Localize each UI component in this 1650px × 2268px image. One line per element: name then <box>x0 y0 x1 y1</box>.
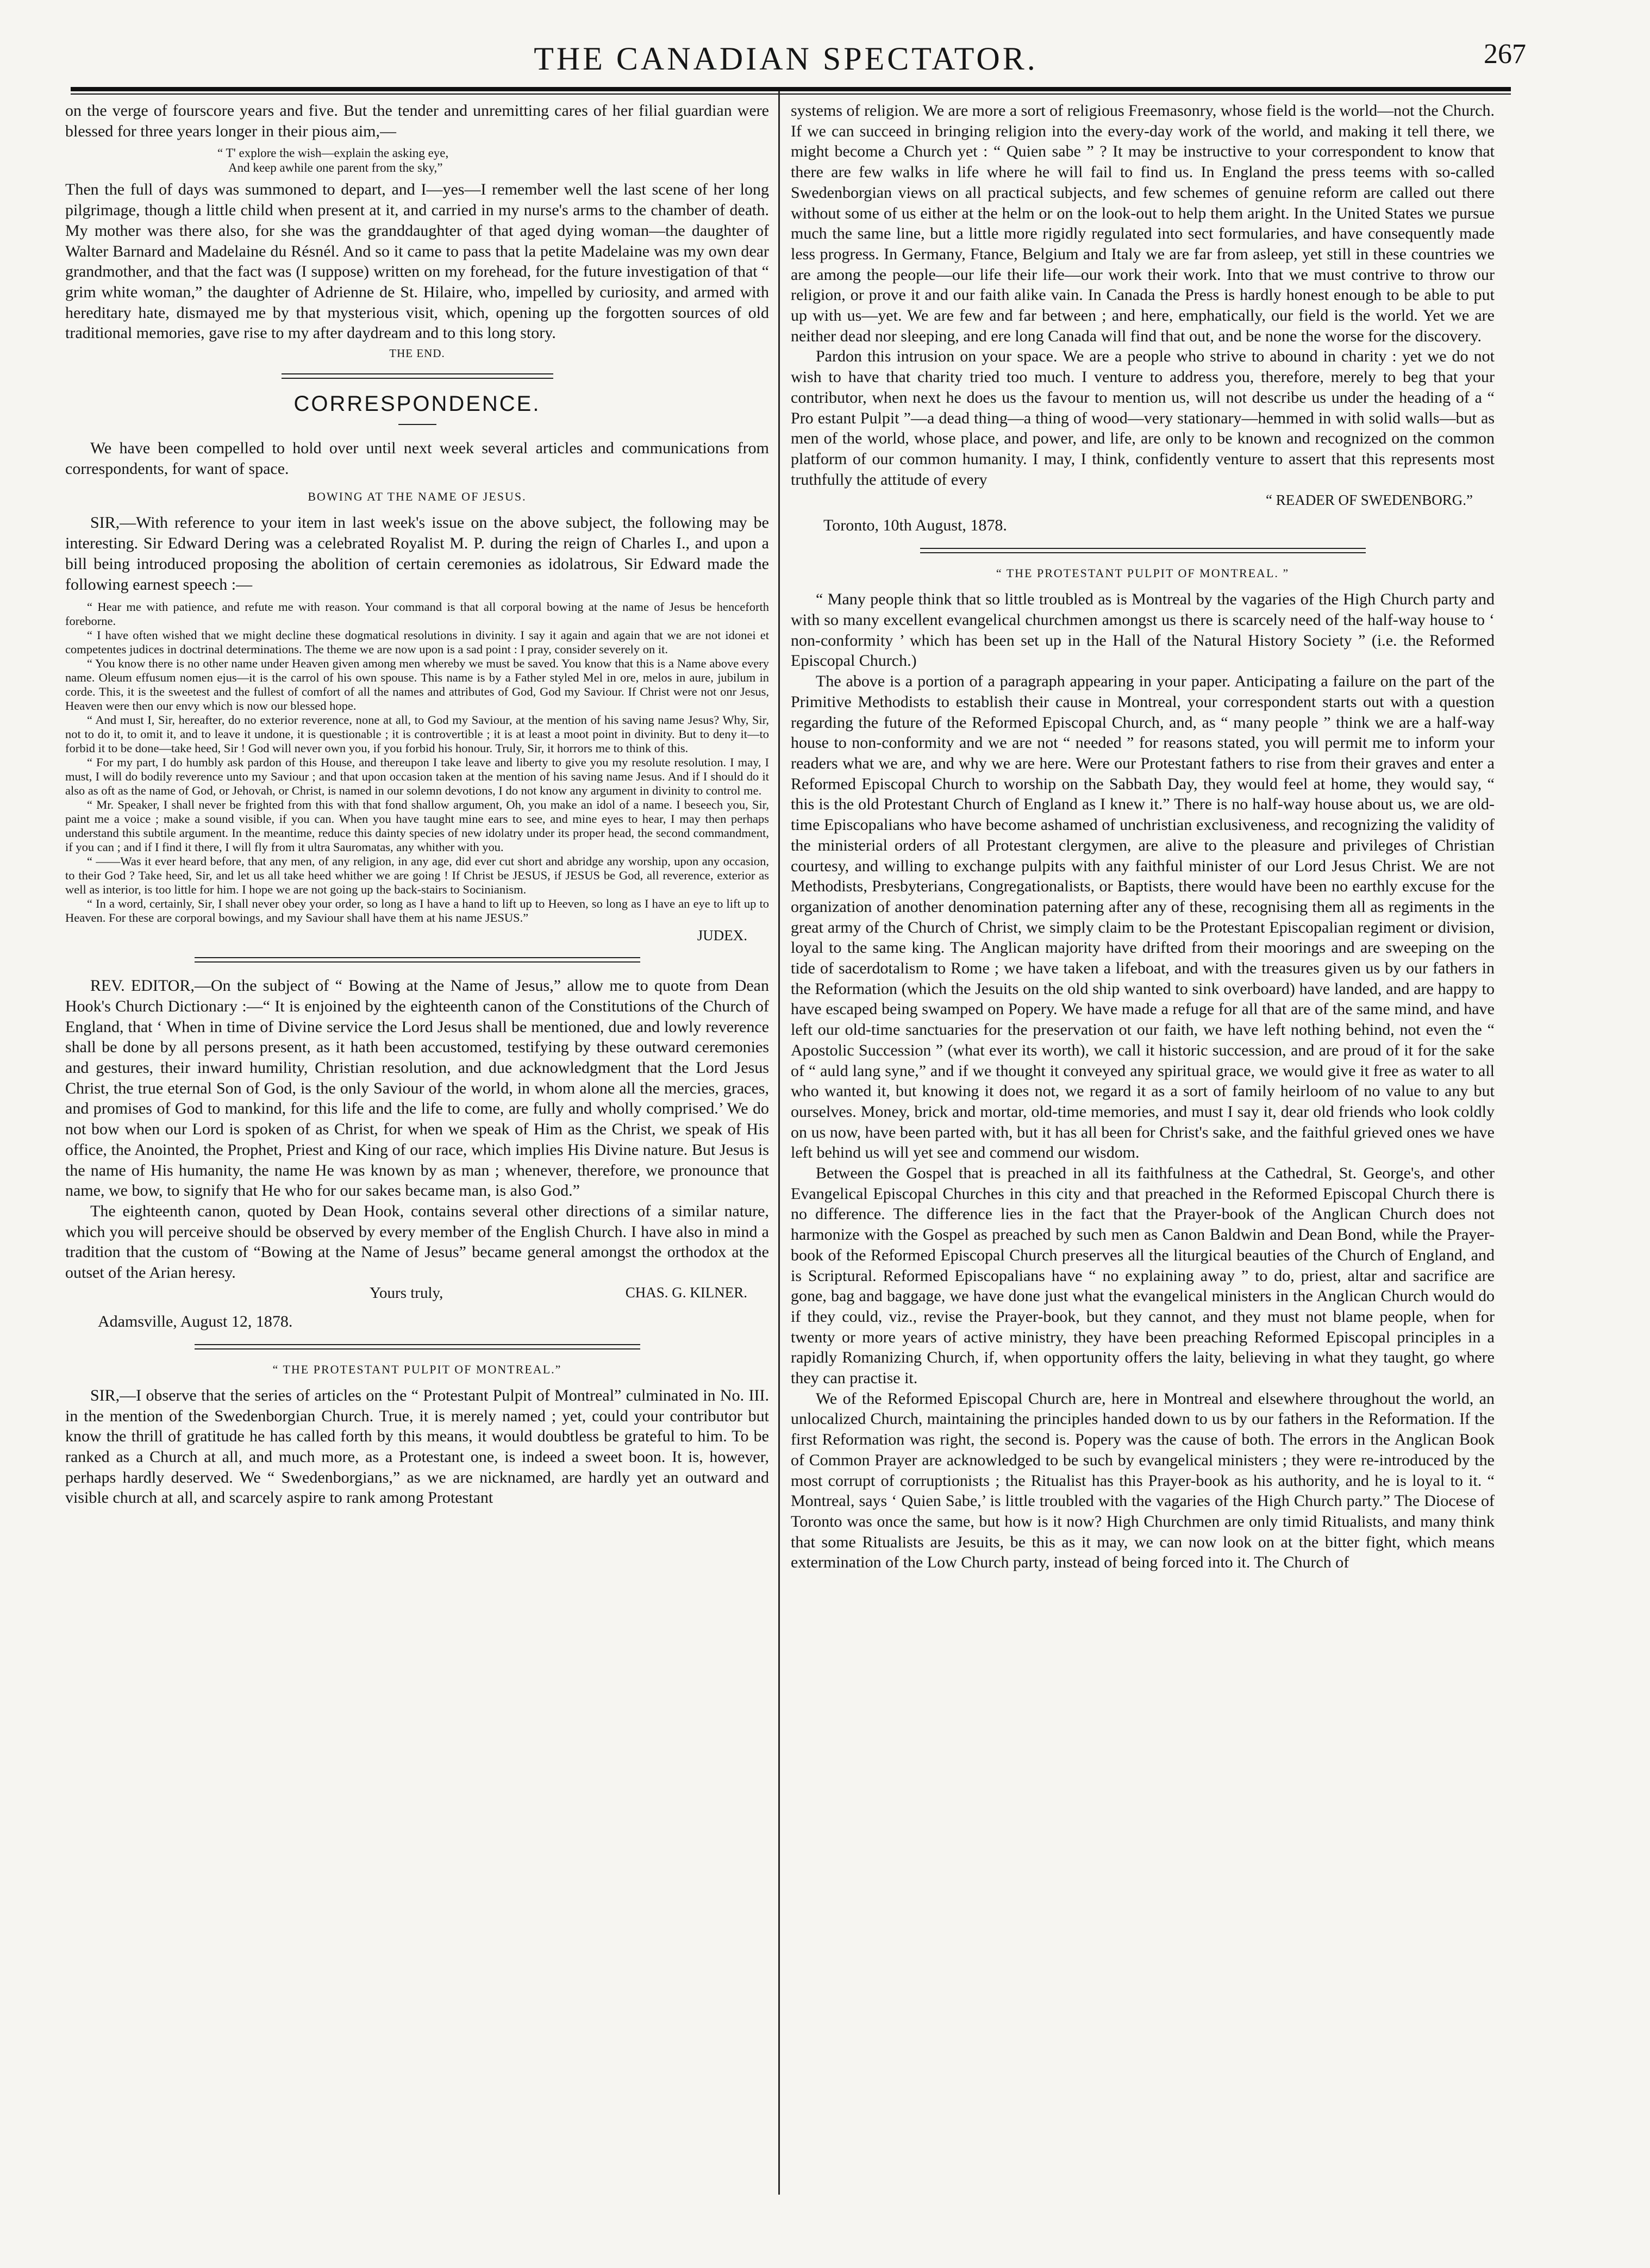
speech-paragraph: “ And must I, Sir, hereafter, do no exterior reverence, none at all, to God my Saviour, at the mention of his saving name Jesus? Why, Sir, not to do it, to omit it, and to leave it undone, it is questionable ; it is controvertible ; it is at least a moot point in divinity. But to deny it—to forbid it to be done—take heed, Sir ! God will never own you, if you forbid his honour. Truly, Sir, it horrors me to think of this. <box>65 713 769 755</box>
masthead <box>52 35 1526 85</box>
letter-paragraph: systems of religion. We are more a sort of religious Freemasonry, whose field is the world—not the Church. If we can succeed in bringing religion into the every-day work of the world, and making it tell there, we might become a Church yet : “ Quien sabe ” ? It may be instructive to your correspondent to know that there are few walks in life where he will fail to find us. In England the press teems with so-called Swedenborgian views on all practical subjects, and few schemes of genuine reform are called out there without some of us either at the helm or on the look-out to help them aright. In the United States we pursue much the same line, but a little more rigidly regulated into sect formularies, and have consequently made less progress. In Germany, Ftance, Belgium and Italy we are far from asleep, yet still in these countries we are among the people—our life their life—our work their work. Into that we must contrive to throw our religion, or prove it and our faith alike vain. In Canada the Press is hardly honest enough to be able to put up with us—yet. We are few and far between ; and here, emphatically, our field is the world. Yet we are neither dead nor sleeping, and ere long Canada will find that out, and be none the worse for the discovery. <box>791 102 1495 345</box>
right-column <box>791 101 1495 2177</box>
page-number: 267 <box>1484 39 1526 70</box>
column-divider <box>778 91 780 2195</box>
speech-paragraph: “ You know there is no other name under Heaven given among men whereby we must be saved. You know that this is a Name above every name. Oleum effusum nomen ejus—it is the carrol of his own spouse. This name is by a Father styled Mel in ore, melos in aure, jubilum in corde. This, it is the sweetest and the fullest of comfort of all the names and attributes of God, God my Saviour. If Christ were not onr Jesus, Heaven were then our envy which is now our blessed hope. <box>65 657 769 713</box>
speech-paragraph: “ Hear me with patience, and refute me with reason. Your command is that all corporal bowing at the name of Jesus be henceforth foreborne. <box>65 600 769 628</box>
editor-note: We have been compelled to hold over until next week several articles and communications from correspondents, for want of space. <box>65 439 769 478</box>
signoff <box>65 1283 769 1305</box>
letter-paragraph: SIR,—I observe that the series of articles on the “ Protestant Pulpit of Montreal” culminated in No. III. in the mention of the Swedenborgian Church. True, it is merely named ; yet, could your contributor but know the thrill of gratitude he has called forth by this means, it would doubtless be grateful to him. To be ranked as a Church at all, and much more, as a Protestant one, is indeed a sweet boon. It is, however, perhaps hardly deserved. We “ Swedenborgians,” as we are nicknamed, are hardly yet an outward and visible church at all, and scarcely aspire to rank among Protestant <box>65 1386 769 1507</box>
section-heading: CORRESPONDENCE. <box>293 392 541 416</box>
header-rule-thin <box>71 93 1511 95</box>
verse-line: And keep awhile one parent from the sky,” <box>228 161 443 175</box>
header-rule <box>71 87 1511 91</box>
verse-quote <box>217 146 769 175</box>
section-rule <box>195 957 640 963</box>
story-paragraph: Then the full of days was summoned to depart, and I—yes—I remember well the last scene of her long pilgrimage, though a little child when present at it, and carried in my nurse's arms to the chamber of death. My mother was there also, for she was the granddaughter of that aged dying woman—the daughter of Walter Barnard and Madelaine du Résnél. And so it came to pass that la petite Madelaine was my own dear grandmother, and that the fact was (I suppose) written on my forehead, for the future investigation of that “ grim white woman,” the daughter of Adrienne de St. Hilaire, who, impelled by curiosity, and armed with hereditary hate, dismayed me by that mysterious visit, which, opening up the forgotten sources of old traditional memories, gave rise to my after daydream and to this long story. <box>65 180 769 342</box>
verse-line: “ T' explore the wish—explain the asking eye, <box>217 146 449 160</box>
letter-paragraph: “ Many people think that so little troubled as is Montreal by the vagaries of the High Church party and with so many excellent evangelical churchmen amongst us there is scarcely need of the half-way house to ‘ non-conformity ’ which has been set up in the Hall of the Natural History Society ” (i.e. the Reformed Episcopal Church.) <box>791 590 1495 670</box>
signature: “ READER OF SWEDENBORG.” <box>1266 492 1473 509</box>
letter-heading: “ THE PROTESTANT PULPIT OF MONTREAL. ” <box>996 566 1290 580</box>
letter-paragraph: The eighteenth canon, quoted by Dean Hook, contains several other directions of a similar nature, which you will perceive should be observed by every member of the English Church. I have also in mind a tradition that the custom of “Bowing at the Name of Jesus” became general amongst the orthodox at the outset of the Arian heresy. <box>65 1202 769 1282</box>
letter-paragraph: The above is a portion of a paragraph appearing in your paper. Anticipating a failure on the part of the Primitive Methodists to establish their cause in Montreal, your correspondent starts out with a question regarding the future of the Reformed Episcopal Church, and, as “ many people ” think we are a half-way house to non-conformity and we are not “ needed ” for reasons stated, you will permit me to inform your readers what we are, and why we are here. Were our Protestant fathers to rise from their graves and enter a Reformed Episcopal Church to worship on the Sabbath Day, they would feel at home, they would say, “ this is the old Protestant Church of England as I knew it.” There is no half-way house about us, we are old-time Episcopalians who have become ashamed of unchristian exclusiveness, and recognizing the validity of the ministerial orders of all Protestant clergymen, are alive to the pleasure and privileges of Christian courtesy, and willing to exchange pulpits with any faithful minister of our Lord Jesus Christ. We are not Methodists, Presbyterians, Congregationalists, or Baptists, there would have been no earthly excuse for the organization of another denomination paterning after any of these, recognising them all as regiments in the great army of the Church of Christ, we simply claim to be the Protestant Episcopalian regiment or division, loyal to the same king. The Anglican majority have drifted from their moorings and are sweeping on the tide of sacerdotalism to Rome ; we have taken a lifeboat, and with the treasures given us by our fathers in the Reformation (which the Jesuits on the old ship wanted to sink overboard) have landed, and are happy to have escaped being swamped on Popery. We have made a refuge for all that are of the same mind, and have left our old-time sanctuaries for the preservation ot our faith, we have left nothing behind, not even the “ Apostolic Succession ” (what ever its worth), we call it historic succession, and are proud of it for the sake of “ auld lang syne,” and if we thought it conveyed any spiritual grace, we would give it free as water to all who wanted it, but knowing it does not, we regard it as a sort of family heirloom of no value to any but ourselves. Money, brick and mortar, old-time memories, and must I say it, dear old friends who look coldly on us now, have been parted with, but it has all been for Christ's sake, and the faithful grieved ones we have left behind us will yet see and commend our wisdom. <box>791 672 1495 1162</box>
section-rule <box>195 1344 640 1349</box>
speech-paragraph: “ ——Was it ever heard before, that any men, of any religion, in any age, did ever cut short and abridge any worship, upon any occasion, to their God ? Take heed, Sir, and let us all take heed whither we are going ! If Christ be JESUS, if JESUS be God, all reverence, exterior as well as interior, is too little for him. I hope we are not going up the back-stairs to Socinianism. <box>65 854 769 897</box>
letter-heading: “ THE PROTESTANT PULPIT OF MONTREAL.” <box>272 1362 562 1376</box>
newspaper-title: THE CANADIAN SPECTATOR. <box>534 41 1038 77</box>
signature: CHAS. G. KILNER. <box>625 1284 747 1301</box>
heading-rule <box>398 424 436 425</box>
dateline: Toronto, 10th August, 1878. <box>823 516 1007 535</box>
speech-paragraph: “ In a word, certainly, Sir, I shall never obey your order, so long as I have a hand to lift up to Heeven, so long as I have an eye to lift up to Heaven. For these are corporal bowings, and my Saviour shall have them at his name JESUS.” <box>65 897 769 925</box>
letter-paragraph: REV. EDITOR,—On the subject of “ Bowing at the Name of Jesus,” allow me to quote from Dean Hook's Church Dictionary :—“ It is enjoined by the eighteenth canon of the Constitutions of the Church of England, that ‘ When in time of Divine service the Lord Jesus shall be mentioned, due and lowly reverence shall be done by all persons present, as it hath been accustomed, testifying by these outward ceremonies and gestures, their inward humility, Christian resolution, and due acknowledgment that the Lord Jesus Christ, the true eternal Son of God, is the only Saviour of the world, in whom alone all the mercies, graces, and promises of God to mankind, for this life and the life to come, are fully and wholly comprised.’ We do not bow when our Lord is spoken of as Christ, for when we speak of Him as the Christ, we speak of His office, the Anointed, the Prophet, Priest and King of our race, which implies His Divine nature. But Jesus is the name of His humanity, the name He was known by as man ; whenever, therefore, we pronounce that name, we bow, to signify that He who for our sakes became man, is also God.” <box>65 977 769 1200</box>
letter-paragraph: We of the Reformed Episcopal Church are, here in Montreal and elsewhere throughout the world, an unlocalized Church, maintaining the principles handed down to us by our fathers in the Reformation. If the first Reformation was right, the second is. Popery was the cause of both. The errors in the Anglican Book of Common Prayer are acknowledged to be such by evangelical ministers ; they were re-introduced by the most corrupt of corruptionists ; the Ritualist has this Prayer-book as his authority, and he is loyal to it. “ Montreal, says ‘ Quien Sabe,’ is little troubled with the vagaries of the High Church party.” The Diocese of Toronto was once the same, but how is it now? High Churchmen are only timid Ritualists, and many think that some Ritualists are Jesuits, be this as it may, we can now look on at the bitter fight, which means extermination of the Low Church party, instead of being forced into it. The Church of <box>791 1389 1495 1572</box>
yours-truly: Yours truly, <box>370 1284 443 1302</box>
signature: JUDEX. <box>697 927 747 944</box>
story-ending-paragraph: on the verge of fourscore years and five. But the tender and unremitting cares of her filial guardian were blessed for three years longer in their pious aim,— <box>65 102 769 140</box>
speech-paragraph: “ I have often wished that we might decline these dogmatical resolutions in divinity. I say it again and again that we are not idonei et competentes judices in doctrinal determinations. The theme we are now upon is a sad point : I pray, consider severely on it. <box>65 628 769 657</box>
letter-heading: BOWING AT THE NAME OF JESUS. <box>308 490 527 504</box>
letter-paragraph: Pardon this intrusion on your space. We are a people who strive to abound in charity : yet we do not wish to have that charity tried too much. I venture to address you, therefore, merely to beg that your contributor, when next he does us the favour to mention us, will not describe us under the heading of a “ Pro estant Pulpit ”—a dead thing—a thing of wood—very stationary—hemmed in with solid walls—but as men of the world, whose place, and power, and life, are only to be known and recognized on the common platform of our common humanity. I may, I think, confidently venture to assert that this represents most truthfully the attitude of every <box>791 347 1495 489</box>
left-column <box>65 101 769 2177</box>
speech-paragraph: “ For my part, I do humbly ask pardon of this House, and thereupon I take leave and liberty to give you my resolute resolution. I may, I must, I will do bodily reverence unto my Saviour ; and that upon occasion taken at the mention of his saving name Jesus. And if I should do it also as oft as the name of God, or Jehovah, or Christ, is named in our solemn devotions, I do not know any argument in divinity to control me. <box>65 755 769 798</box>
the-end-label: THE END. <box>389 347 445 360</box>
section-rule <box>282 373 553 379</box>
letter-paragraph: Between the Gospel that is preached in all its faithfulness at the Cathedral, St. George's, and other Evangelical Episcopal Churches in this city and that preached in the Reformed Episcopal Church there is no difference. The difference lies in the fact that the Prayer-book of the Anglican Church does not harmonize with the Gospel as preached by such men as Canon Baldwin and Dean Bond, while the Prayer-book of the Reformed Episcopal Church preserves all the liturgical beauties of the Church of England, and is Scriptural. Reformed Episcopalians have “ no explaining away ” to do, priest, altar and sacrifice are gone, bag and baggage, we have done just what the evangelical ministers in the Anglican Church would do if they could, viz., revise the Prayer-book, but they cannot, and they must not blame people, when for twenty or more years of active ministry, they have been preaching Reformed Episcopal principles in a rapidly Romanizing Church, if, when opportunity offers the laity, believing in what they taught, go where they can practise it. <box>791 1164 1495 1388</box>
speech-paragraph: “ Mr. Speaker, I shall never be frighted from this with that fond shallow argument, Oh, you make an idol of a name. I beseech you, Sir, paint me a voice ; make a sound visible, if you can. When you have taught mine ears to see, and mine eyes to hear, I may then perhaps understand this subtile argument. In the meantime, reduce this dainty species of new idolatry under its proper head, the second commandment, if you can ; and if I find it there, I will fly from it ultra Sauromatas, any whither with you. <box>65 798 769 854</box>
section-rule <box>920 548 1366 553</box>
dateline: Adamsville, August 12, 1878. <box>98 1312 293 1330</box>
letter-paragraph: SIR,—With reference to your item in last week's issue on the above subject, the following may be interesting. Sir Edward Dering was a celebrated Royalist M. P. during the reign of Charles I., and upon a bill being introduced proposing the abolition of certain ceremonies as idolatrous, Sir Edward made the following earnest speech :— <box>65 514 769 593</box>
